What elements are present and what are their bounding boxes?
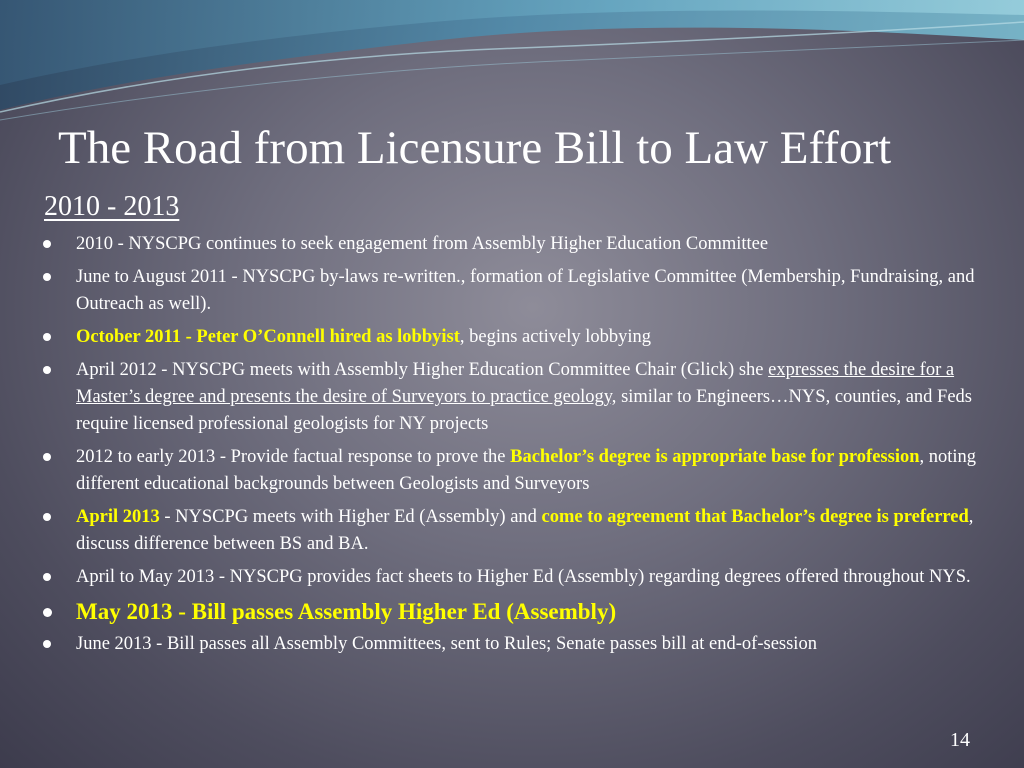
slide-subtitle: 2010 - 2013 <box>44 191 180 222</box>
bullet-text: 2010 - NYSCPG continues to seek engagement from Assembly Higher Education Committee <box>76 234 769 254</box>
bullet-item <box>40 631 1015 658</box>
bullet-text: , discuss difference between BS and BA. <box>76 507 974 554</box>
bullet-dot-icon <box>43 240 51 248</box>
bullet-dot-icon <box>43 333 51 341</box>
bullet-item <box>40 504 1015 558</box>
bullet-text: similar to Engineers…NYS, counties, and Feds require licensed professional geologists for NY projects <box>76 387 973 434</box>
bullet-highlight-text: May 2013 - Bill passes Assembly Higher Ed (Assembly) <box>76 599 617 624</box>
bullet-dot-icon <box>43 573 51 581</box>
slide-title: The Road from Licensure Bill to Law Effort <box>58 122 892 174</box>
bullet-text: , begins actively lobbying <box>459 327 652 347</box>
bullet-dot-icon <box>43 366 51 374</box>
decorative-wave-banner <box>0 0 1024 130</box>
bullet-dot-icon <box>43 608 52 617</box>
bullet-dot-icon <box>43 453 51 461</box>
bullet-dot-icon <box>43 513 51 521</box>
bullet-highlight-text: April 2013 <box>76 507 160 527</box>
bullet-item <box>40 231 1015 258</box>
bullet-text: April 2012 - NYSCPG meets with Assembly Higher Education Committee Chair (Glick) she <box>76 360 769 380</box>
bullet-text: April to May 2013 - NYSCPG provides fact sheets to Higher Ed (Assembly) regarding degrees offered throughout NYS. <box>76 567 971 587</box>
bullet-item <box>40 357 1015 438</box>
bullet-dot-icon <box>43 273 51 281</box>
bullet-text: - NYSCPG meets with Higher Ed (Assembly) and <box>159 507 542 527</box>
bullet-text: June to August 2011 - NYSCPG by-laws re-written., formation of Legislative Committee (Membership, Fundraising, and Outreach as well). <box>76 267 975 314</box>
bullet-item <box>40 444 1015 498</box>
bullet-highlight-text: October 2011 - Peter O’Connell hired as lobbyist <box>76 327 460 347</box>
bullet-item <box>40 564 1015 591</box>
bullet-text: June 2013 - Bill passes all Assembly Committees, sent to Rules; Senate passes bill at end-of-session <box>76 634 817 654</box>
timeline-bullet-list <box>40 231 1015 664</box>
bullet-underlined-text: expresses the desire for a Master’s degree and presents the desire of Surveyors to practice geology, <box>76 360 955 407</box>
bullet-highlight-text: Bachelor’s degree is appropriate base for profession <box>510 447 920 467</box>
bullet-item <box>40 597 1015 627</box>
page-number: 14 <box>950 729 970 751</box>
bullet-highlight-text: come to agreement that Bachelor’s degree is preferred <box>541 507 969 527</box>
bullet-item <box>40 324 1015 351</box>
bullet-dot-icon <box>43 640 51 648</box>
bullet-text: , noting different educational backgrounds between Geologists and Surveyors <box>76 447 977 494</box>
bullet-item <box>40 264 1015 318</box>
bullet-text: 2012 to early 2013 - Provide factual response to prove the <box>76 447 511 467</box>
